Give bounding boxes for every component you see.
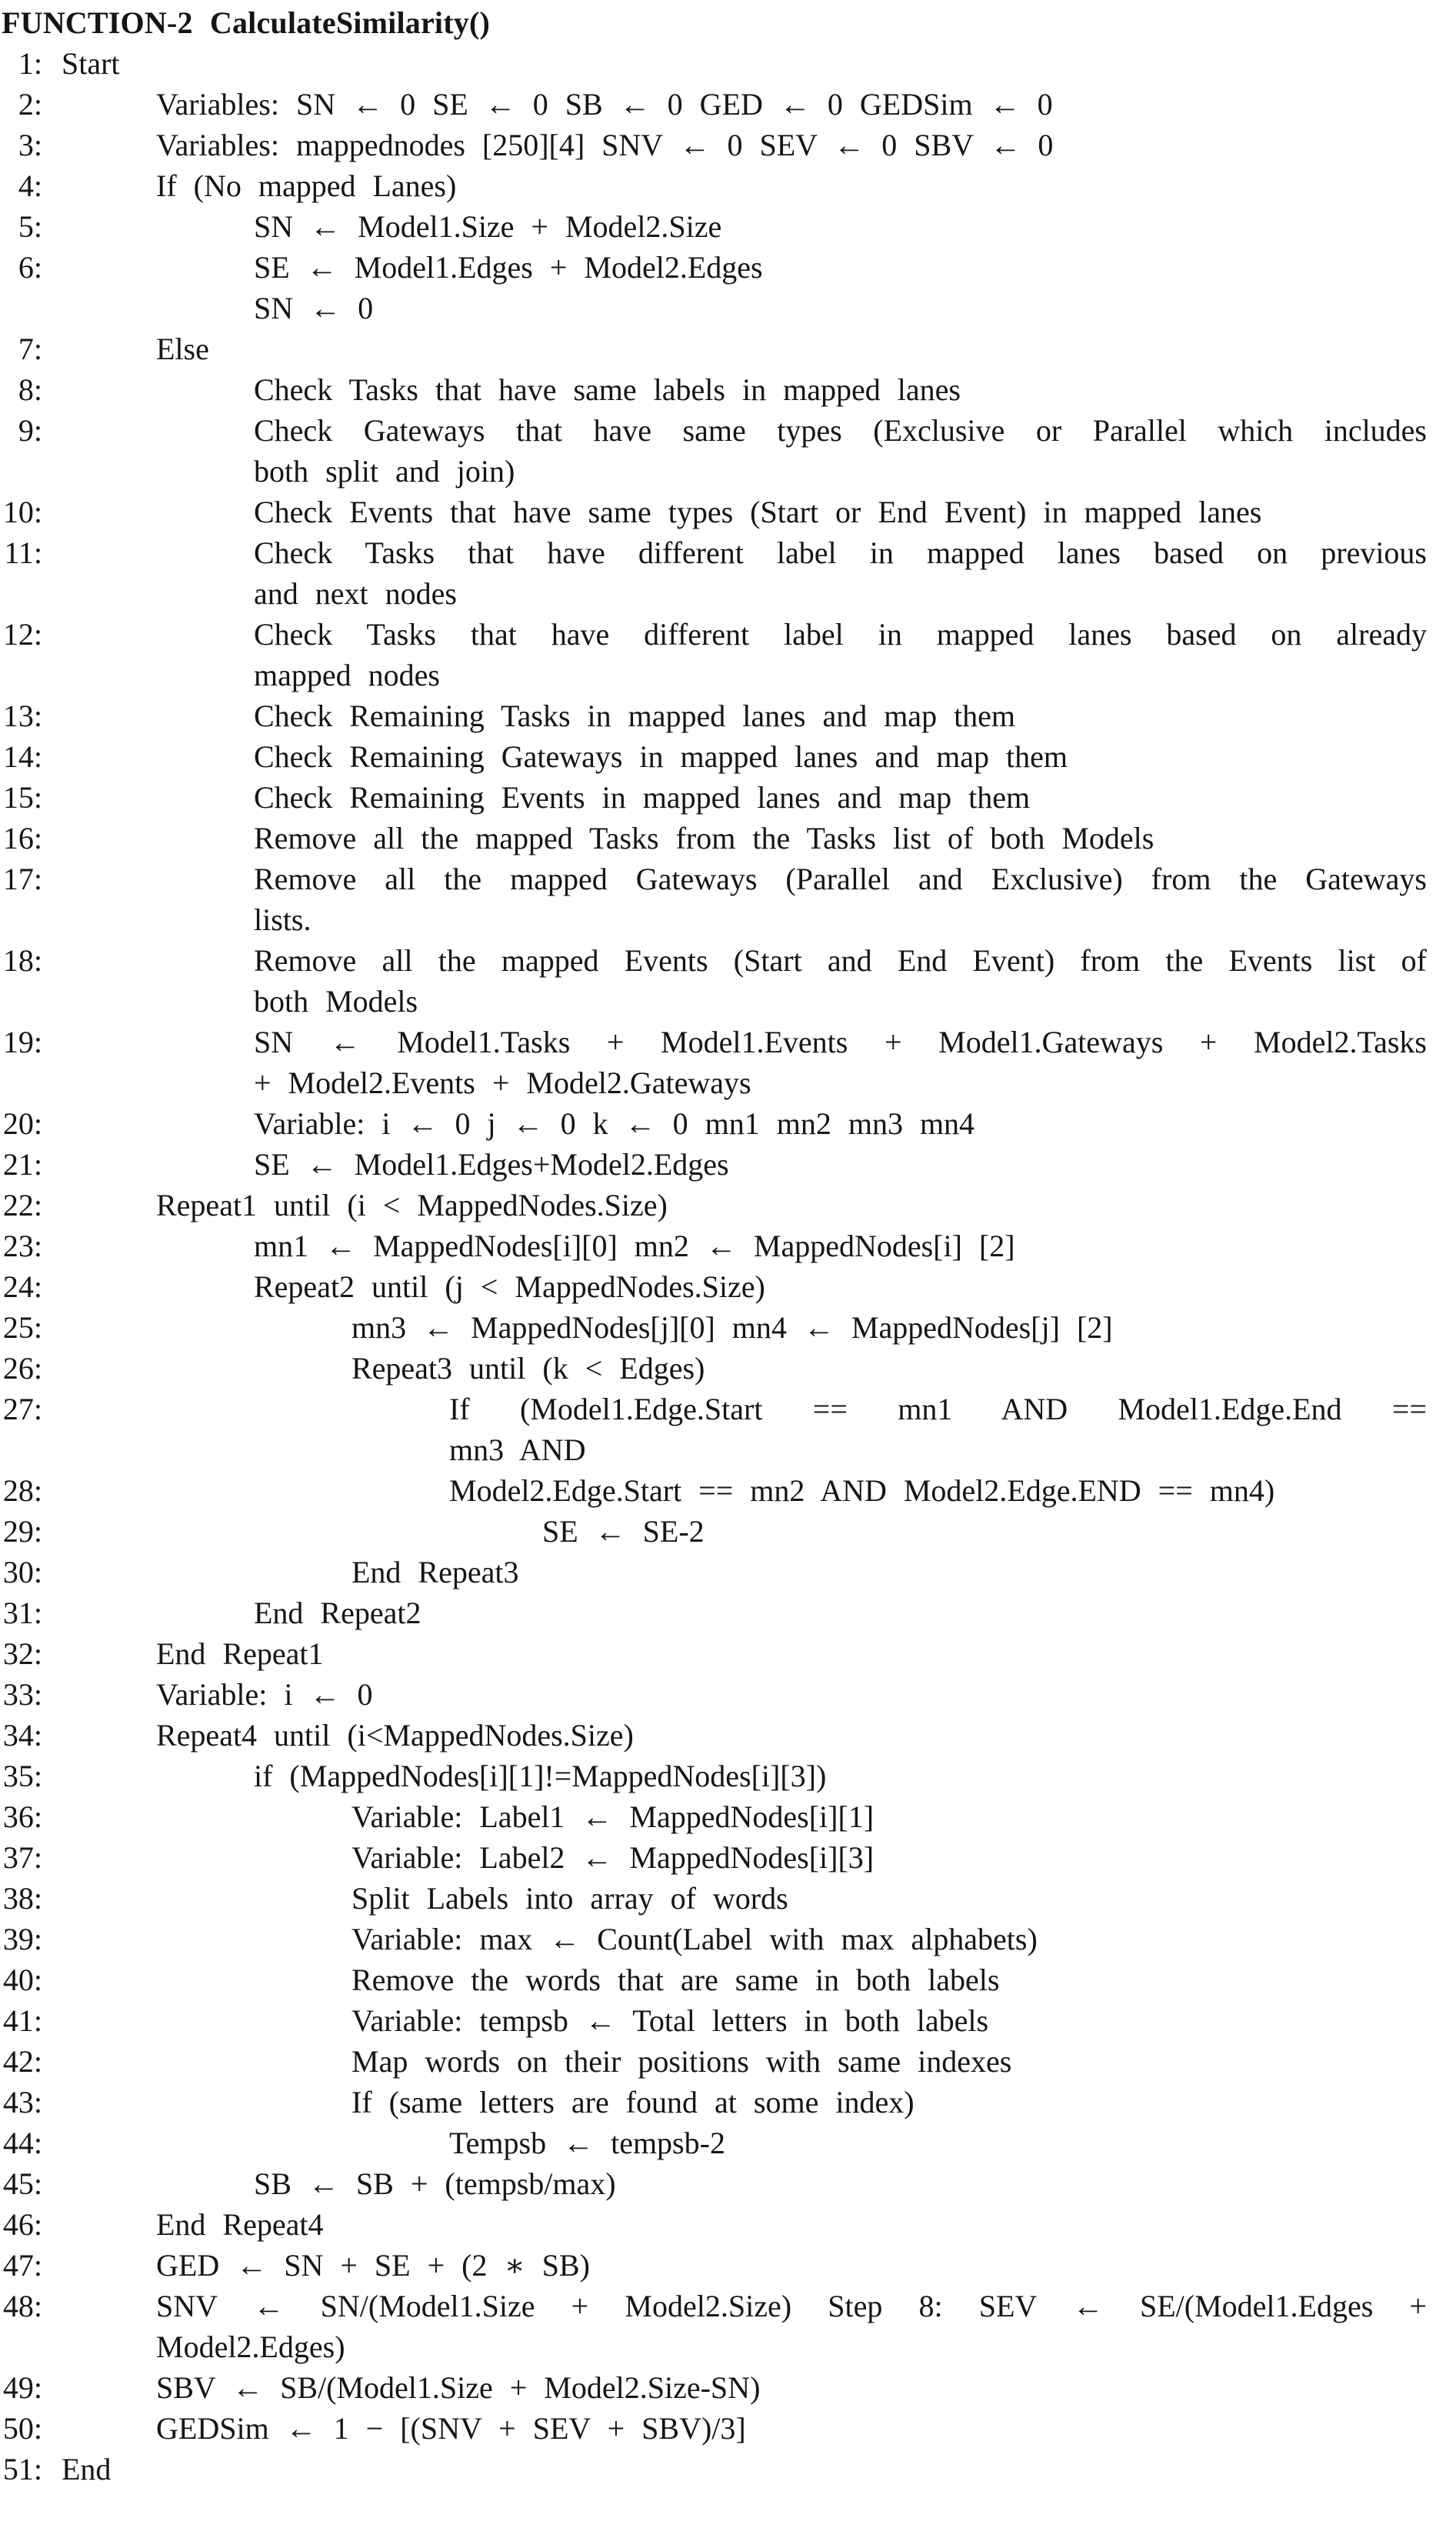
algo-line	[0, 1307, 1456, 1348]
line-number: 24:	[2, 1269, 42, 1304]
algo-line	[0, 43, 1456, 84]
line-text: Model2.Edge.Start == mn2 AND Model2.Edge.END == mn4)	[449, 1473, 1275, 1508]
line-text: lists.	[254, 902, 312, 937]
line-number: 2:	[18, 87, 42, 122]
line-text: End Repeat2	[254, 1596, 421, 1630]
algo-line-continuation	[0, 288, 1456, 329]
line-text: Check Tasks that have different label in mapped lanes based on already	[254, 617, 1427, 652]
algo-line	[0, 1226, 1456, 1266]
line-number: 3:	[18, 128, 42, 162]
algo-line	[0, 777, 1456, 818]
line-text: Map words on their positions with same indexes	[352, 2044, 1012, 2079]
algo-line	[0, 410, 1456, 451]
line-text: Remove the words that are same in both labels	[352, 1963, 1000, 1997]
algo-line	[0, 2204, 1456, 2245]
line-text: If (No mapped Lanes)	[156, 168, 457, 203]
algo-line	[0, 1266, 1456, 1307]
algo-line	[0, 1103, 1456, 1144]
line-text: Tempsb ← tempsb-2	[449, 2126, 725, 2160]
line-number: 33:	[2, 1677, 42, 1712]
line-text: Remove all the mapped Gateways (Parallel and Exclusive) from the Gateways	[254, 862, 1427, 896]
line-text: SE ← Model1.Edges + Model2.Edges	[254, 250, 763, 285]
algo-line	[0, 1593, 1456, 1633]
line-number: 46:	[2, 2207, 42, 2242]
line-number: 39:	[2, 1922, 42, 1956]
line-text: End Repeat1	[156, 1636, 324, 1671]
line-number: 50:	[2, 2411, 42, 2446]
line-text: GEDSim ← 1 − [(SNV + SEV + SBV)/3]	[156, 2411, 746, 2446]
algo-line	[0, 1633, 1456, 1674]
algo-line-continuation	[0, 573, 1456, 614]
line-text: Model2.Edges)	[156, 2330, 345, 2364]
line-text: End	[62, 2452, 112, 2486]
line-number: 37:	[2, 1840, 42, 1875]
line-number: 8:	[18, 372, 42, 407]
line-number: 44:	[2, 2126, 42, 2160]
line-text: Check Remaining Events in mapped lanes and map them	[254, 780, 1031, 815]
line-text: both Models	[254, 984, 418, 1019]
algo-line-continuation	[0, 899, 1456, 940]
line-number: 4:	[18, 168, 42, 203]
line-text: SE ← Model1.Edges+Model2.Edges	[254, 1147, 729, 1182]
line-number: 12:	[2, 617, 42, 652]
line-text: Else	[156, 332, 209, 366]
algo-line	[0, 165, 1456, 206]
line-text: Repeat3 until (k < Edges)	[352, 1351, 705, 1386]
algo-line	[0, 1022, 1456, 1062]
line-number: 40:	[2, 1963, 42, 1997]
algo-line	[0, 1959, 1456, 2000]
algo-line	[0, 736, 1456, 777]
algo-line-continuation	[0, 655, 1456, 695]
line-text: Check Events that have same types (Start or End Event) in mapped lanes	[254, 495, 1262, 529]
algo-line	[0, 125, 1456, 165]
line-number: 29:	[2, 1514, 42, 1549]
algo-line	[0, 1470, 1456, 1511]
algo-line	[0, 2449, 1456, 2490]
algo-line	[0, 1756, 1456, 1796]
line-number: 11:	[4, 535, 42, 570]
algo-line	[0, 2408, 1456, 2449]
algo-line	[0, 1837, 1456, 1878]
line-number: 30:	[2, 1555, 42, 1589]
algo-line-continuation	[0, 1429, 1456, 1470]
line-text: SBV ← SB/(Model1.Size + Model2.Size-SN)	[156, 2370, 761, 2405]
line-text: SB ← SB + (tempsb/max)	[254, 2166, 616, 2201]
algo-line	[0, 1389, 1456, 1429]
algorithm-body	[0, 43, 1456, 2490]
line-text: Variable: tempsb ← Total letters in both labels	[352, 2003, 989, 2038]
line-text: End Repeat3	[352, 1555, 519, 1589]
line-text: Variable: Label1 ← MappedNodes[i][1]	[352, 1799, 875, 1834]
algo-line	[0, 1348, 1456, 1389]
line-number: 13:	[2, 699, 42, 733]
line-number: 27:	[2, 1392, 42, 1426]
line-number: 7:	[18, 332, 42, 366]
algo-line	[0, 206, 1456, 247]
line-text: Variables: mappednodes [250][4] SNV ← 0 SEV ← 0 SBV ← 0	[156, 128, 1054, 162]
algo-line	[0, 940, 1456, 981]
algo-line	[0, 1185, 1456, 1226]
line-text: Variable: i ← 0	[156, 1677, 373, 1712]
algo-line-continuation	[0, 2326, 1456, 2367]
line-number: 31:	[2, 1596, 42, 1630]
line-number: 35:	[2, 1759, 42, 1793]
line-number: 9:	[18, 413, 42, 448]
algo-line	[0, 1552, 1456, 1593]
line-number: 10:	[2, 495, 42, 529]
line-text: End Repeat4	[156, 2207, 324, 2242]
line-text: if (MappedNodes[i][1]!=MappedNodes[i][3])	[254, 1759, 827, 1793]
algo-line	[0, 84, 1456, 125]
line-number: 28:	[2, 1473, 42, 1508]
line-text: GED ← SN + SE + (2 ∗ SB)	[156, 2248, 590, 2283]
algo-line	[0, 2286, 1456, 2326]
line-number: 20:	[2, 1106, 42, 1141]
algo-line	[0, 859, 1456, 899]
line-text: both split and join)	[254, 454, 515, 489]
line-number: 6:	[18, 250, 42, 285]
line-number: 16:	[2, 821, 42, 855]
line-number: 34:	[2, 1718, 42, 1753]
algo-line-continuation	[0, 981, 1456, 1022]
algo-line	[0, 2163, 1456, 2204]
line-text: Variables: SN ← 0 SE ← 0 SB ← 0 GED ← 0 GEDSim ← 0	[156, 87, 1053, 122]
line-text: Repeat4 until (i<MappedNodes.Size)	[156, 1718, 634, 1753]
line-number: 5:	[18, 209, 42, 244]
algo-line-continuation	[0, 451, 1456, 492]
algo-line	[0, 1144, 1456, 1185]
line-number: 26:	[2, 1351, 42, 1386]
algo-line	[0, 2041, 1456, 2082]
line-text: + Model2.Events + Model2.Gateways	[254, 1066, 751, 1100]
line-text: Variable: max ← Count(Label with max alphabets)	[352, 1922, 1038, 1956]
algo-line	[0, 492, 1456, 532]
line-number: 23:	[2, 1229, 42, 1263]
line-number: 48:	[2, 2289, 42, 2323]
line-number: 19:	[2, 1025, 42, 1059]
line-text: and next nodes	[254, 576, 457, 611]
line-number: 51:	[2, 2452, 42, 2486]
line-text: mn3 ← MappedNodes[j][0] mn4 ← MappedNodes[j] [2]	[352, 1310, 1113, 1345]
line-text: If (Model1.Edge.Start == mn1 AND Model1.Edge.End ==	[449, 1392, 1427, 1426]
line-number: 41:	[2, 2003, 42, 2038]
line-text: Check Remaining Gateways in mapped lanes and map them	[254, 739, 1068, 774]
line-number: 42:	[2, 2044, 42, 2079]
algo-line	[0, 329, 1456, 369]
algo-line	[0, 1674, 1456, 1715]
line-text: Repeat2 until (j < MappedNodes.Size)	[254, 1269, 765, 1304]
algorithm-title: FUNCTION-2 CalculateSimilarity()	[2, 5, 490, 40]
line-text: Check Remaining Tasks in mapped lanes and map them	[254, 699, 1016, 733]
algo-line	[0, 818, 1456, 859]
line-number: 43:	[2, 2085, 42, 2119]
line-text: SN ← Model1.Tasks + Model1.Events + Model1.Gateways + Model2.Tasks	[254, 1025, 1427, 1059]
line-text: Split Labels into array of words	[352, 1881, 788, 1916]
line-number: 21:	[2, 1147, 42, 1182]
algo-line	[0, 1796, 1456, 1837]
line-text: Remove all the mapped Events (Start and End Event) from the Events list of	[254, 943, 1427, 978]
line-text: mapped nodes	[254, 658, 440, 692]
algo-line	[0, 1511, 1456, 1552]
line-number: 14:	[2, 739, 42, 774]
line-number: 47:	[2, 2248, 42, 2283]
algo-line	[0, 2082, 1456, 2123]
line-text: If (same letters are found at some index)	[352, 2085, 915, 2119]
line-text: mn3 AND	[449, 1432, 586, 1467]
line-number: 22:	[2, 1188, 42, 1222]
algo-line	[0, 1715, 1456, 1756]
algo-line	[0, 369, 1456, 410]
algo-line	[0, 1878, 1456, 1919]
algo-line	[0, 695, 1456, 736]
line-text: SE ← SE-2	[542, 1514, 705, 1549]
line-text: SN ← 0	[254, 291, 374, 325]
algo-line	[0, 532, 1456, 573]
line-number: 15:	[2, 780, 42, 815]
line-text: Check Tasks that have different label in mapped lanes based on previous	[254, 535, 1427, 570]
line-number: 18:	[2, 943, 42, 978]
algo-line	[0, 614, 1456, 655]
line-number: 36:	[2, 1799, 42, 1834]
line-number: 25:	[2, 1310, 42, 1345]
algo-line	[0, 1919, 1456, 1959]
line-text: Remove all the mapped Tasks from the Tasks list of both Models	[254, 821, 1154, 855]
line-text: Repeat1 until (i < MappedNodes.Size)	[156, 1188, 668, 1222]
line-text: SNV ← SN/(Model1.Size + Model2.Size) Step 8: SEV ← SE/(Model1.Edges +	[156, 2289, 1427, 2323]
algo-line	[0, 2000, 1456, 2041]
algo-line	[0, 2367, 1456, 2408]
line-number: 32:	[2, 1636, 42, 1671]
algo-line	[0, 2245, 1456, 2286]
line-number: 38:	[2, 1881, 42, 1916]
line-text: Start	[62, 46, 120, 81]
line-text: Check Tasks that have same labels in mapped lanes	[254, 372, 961, 407]
line-number: 1:	[18, 46, 42, 81]
line-number: 17:	[2, 862, 42, 896]
algo-line	[0, 2123, 1456, 2163]
line-text: Check Gateways that have same types (Exclusive or Parallel which includes	[254, 413, 1427, 448]
algo-line-continuation	[0, 1062, 1456, 1103]
line-text: Variable: i ← 0 j ← 0 k ← 0 mn1 mn2 mn3 mn4	[254, 1106, 975, 1141]
algo-line	[0, 247, 1456, 288]
line-number: 45:	[2, 2166, 42, 2201]
line-text: mn1 ← MappedNodes[i][0] mn2 ← MappedNodes[i] [2]	[254, 1229, 1015, 1263]
line-text: SN ← Model1.Size + Model2.Size	[254, 209, 722, 244]
line-text: Variable: Label2 ← MappedNodes[i][3]	[352, 1840, 875, 1875]
line-number: 49:	[2, 2370, 42, 2405]
